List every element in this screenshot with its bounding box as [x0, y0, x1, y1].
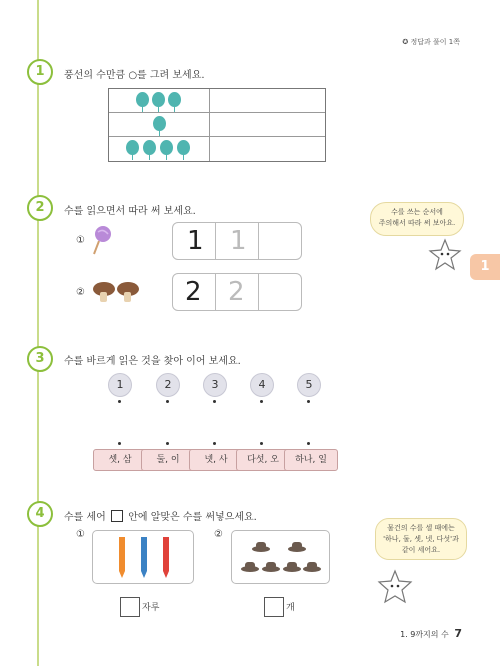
answer-reference	[402, 37, 460, 47]
trace-digit: 1	[230, 226, 247, 256]
sample-digit-cell	[173, 274, 216, 310]
chapter-tab: 1	[470, 254, 500, 280]
item-marker: ②	[214, 529, 223, 540]
pencils-card	[92, 530, 194, 584]
write-digit-cell[interactable]	[259, 223, 300, 259]
connect-dot[interactable]	[307, 400, 310, 403]
question-4-number: 4	[27, 501, 53, 527]
item-marker: ①	[76, 235, 85, 246]
question-1-instruction: 풍선의 수만큼 ○를 그려 보세요.	[64, 70, 205, 81]
number-circle: 5	[297, 373, 321, 397]
connect-dot[interactable]	[260, 442, 263, 445]
item-marker: ②	[76, 287, 85, 298]
connect-dot[interactable]	[307, 442, 310, 445]
number-word-pill: 하나, 일	[284, 449, 338, 471]
answer-cell[interactable]	[210, 113, 324, 136]
number-circle: 4	[250, 373, 274, 397]
hats-card	[231, 530, 330, 584]
write-digit-cell[interactable]	[259, 274, 300, 310]
tip-line: '하나, 둘, 셋, 넷, 다섯'과	[383, 535, 459, 543]
balloon-icon	[136, 92, 149, 107]
tip-line: 주의해서 따라 써 보아요.	[378, 219, 456, 227]
tip-line: 물건의 수를 셀 때에는	[387, 524, 455, 532]
question-3-instruction: 수를 바르게 읽은 것을 찾아 이어 보세요.	[64, 356, 241, 367]
trace-digit: 2	[228, 277, 245, 307]
balloon-icon	[168, 92, 181, 107]
pencil-icon	[111, 537, 181, 579]
question-3-number: 3	[27, 346, 53, 372]
question-2-number: 2	[27, 195, 53, 221]
connect-dot[interactable]	[213, 442, 216, 445]
answer-box-1[interactable]	[120, 597, 140, 617]
hat-icon	[240, 537, 322, 579]
page-number: 7	[454, 627, 462, 640]
connect-dot[interactable]	[118, 400, 121, 403]
table-row	[109, 113, 325, 137]
tip-line: 같이 세어요.	[401, 546, 441, 554]
balloon-icon	[160, 140, 173, 155]
balloon-icon	[153, 116, 166, 131]
question-1-number: 1	[27, 59, 53, 85]
sample-digit-cell	[173, 223, 216, 259]
connect-dot[interactable]	[118, 442, 121, 445]
trace-digit-cell[interactable]	[216, 274, 259, 310]
tracing-row-1	[172, 222, 302, 260]
lollipop-icon	[90, 224, 114, 256]
item-marker: ①	[76, 529, 85, 540]
chapter-title: 1. 9까지의 수	[400, 630, 449, 639]
connect-dot[interactable]	[213, 400, 216, 403]
balloon-icon	[177, 140, 190, 155]
tip-bubble-1	[370, 202, 464, 236]
answer-cell[interactable]	[210, 89, 324, 112]
star-character-icon	[376, 568, 414, 606]
instruction-part: 수를 세어	[64, 512, 106, 523]
balloon-table	[108, 88, 326, 162]
question-4-instruction	[64, 508, 257, 523]
tip-bubble-2	[375, 518, 467, 560]
sample-digit: 1	[187, 226, 204, 256]
number-circle: 1	[108, 373, 132, 397]
connect-dot[interactable]	[166, 442, 169, 445]
balloon-icon	[152, 92, 165, 107]
balloon-icon	[126, 140, 139, 155]
margin-line	[37, 0, 39, 666]
tip-line: 수를 쓰는 순서에	[391, 208, 443, 216]
sample-digit: 2	[185, 277, 202, 307]
blank-box-icon	[111, 510, 123, 522]
number-word-pill: 넷, 사	[189, 449, 243, 471]
tracing-row-2	[172, 273, 302, 311]
number-word-pill: 둘, 이	[141, 449, 195, 471]
page-footer	[400, 627, 462, 640]
connect-dot[interactable]	[260, 400, 263, 403]
number-circle: 3	[203, 373, 227, 397]
answer-cell[interactable]	[210, 137, 324, 160]
answer-reference-text: 정답과 풀이 1쪽	[410, 38, 460, 46]
question-2-instruction: 수를 읽으면서 따라 써 보세요.	[64, 206, 196, 217]
number-word-pill: 다섯, 오	[236, 449, 290, 471]
star-character-icon	[428, 238, 462, 272]
answer-box-2[interactable]	[264, 597, 284, 617]
mushroom-icon	[92, 280, 142, 304]
connect-dot[interactable]	[166, 400, 169, 403]
table-row	[109, 89, 325, 113]
unit-label-2: 개	[286, 603, 295, 613]
instruction-part: 안에 알맞은 수를 써넣으세요.	[128, 512, 257, 523]
unit-label-1: 자루	[142, 603, 160, 613]
bullet-icon: ✪	[402, 38, 409, 46]
number-word-pill: 셋, 삼	[93, 449, 147, 471]
number-circle: 2	[156, 373, 180, 397]
trace-digit-cell[interactable]	[216, 223, 259, 259]
balloon-icon	[143, 140, 156, 155]
table-row	[109, 137, 325, 160]
